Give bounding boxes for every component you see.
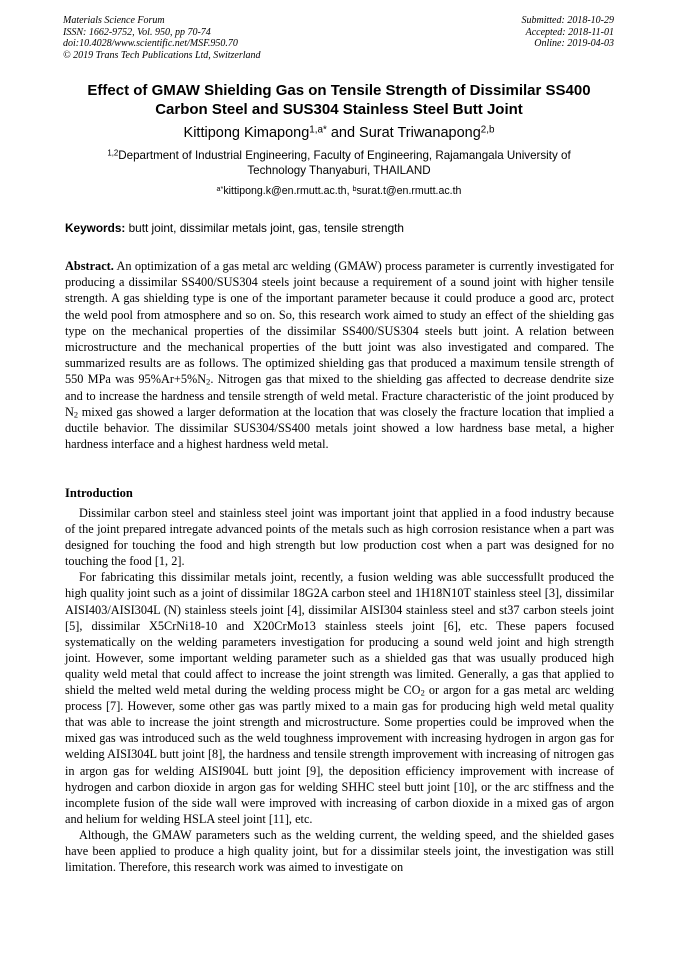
email-marker-b: b	[352, 183, 357, 193]
author-1-name: Kittipong Kimapong	[183, 125, 310, 141]
abstract-text-3: mixed gas showed a larger deformation at the location that was closely the fracture location that implied a ductile behavior. The dissimilar SUS304/SS400 metals joint showed a low hardness base metal, a higher hardness interface and a highest hardness weld metal.	[65, 404, 614, 452]
submission-dates	[522, 15, 615, 50]
paper-title	[40, 81, 638, 119]
abstract	[65, 258, 614, 452]
affiliation-line-1	[70, 149, 608, 164]
intro-subscript: 2	[420, 688, 425, 698]
submitted-date: Submitted: 2018-10-29	[521, 15, 614, 26]
keywords-label: Keywords:	[65, 221, 126, 235]
online-date: Online: 2019-04-03	[534, 38, 614, 49]
abstract-subscript-1: 2	[206, 377, 211, 387]
author-2-name: Surat Triwanapong	[359, 125, 481, 141]
title-line-2: Carbon Steel and SUS304 Stainless Steel Butt Joint	[155, 101, 523, 118]
intro-paragraph-2-part-1: For fabricating this dissimilar metals joint, recently, a fusion welding was able successfullt produced the high quality joint such as a joint of dissimilar 18G2A carbon steel and 1H18N10T stainless steel [3], dissimilar AISI403/AISI304L (N) stainless steels joint [4], dissimilar AISI304 stainless steel and st37 carbon steels joint [5], dissimilar X5CrNi18-10 and X20CrMo13 stainless steels joint [6], etc. These papers focused systematically on the welding parameters investigation for producing a sound weld joint and high strength joint. However, some important welding parameter such as a shielded gas that was usually produced high quality weld metal that could affect to increase the joint strength was limited. Generally, a gas that applied to shield the melted weld metal during the welding process might be CO	[65, 570, 614, 698]
abstract-subscript-2: 2	[73, 410, 79, 420]
keywords	[65, 221, 615, 235]
introduction-body	[65, 505, 614, 875]
author-1-affiliation-marker: 1,a*	[309, 124, 327, 136]
issn-line: ISSN: 1662-9752, Vol. 950, pp 70-74	[63, 26, 211, 38]
email-b: surat.t@en.rmutt.ac.th	[356, 185, 462, 197]
author-emails	[40, 185, 638, 198]
keywords-text: butt joint, dissimilar metals joint, gas, tensile strength	[125, 221, 404, 235]
journal-info	[63, 15, 261, 61]
affiliation	[70, 149, 608, 178]
intro-paragraph-3: Although, the GMAW parameters such as the welding current, the welding speed, and the shielded gases have been applied to produce a high quality joint, but for a dissimilar steels joint, the investigation was still limitation. Therefore, this research work was aimed to investigate on	[65, 827, 614, 875]
accepted-date: Accepted: 2018-11-01	[525, 26, 614, 38]
author-2-affiliation-marker: 2,b	[480, 124, 495, 136]
author-list	[40, 124, 638, 142]
copyright-line: © 2019 Trans Tech Publications Ltd, Switzerland	[63, 49, 261, 61]
email-separator: ,	[346, 185, 353, 197]
affiliation-marker: 1,2	[107, 148, 119, 158]
intro-paragraph-2-part-2: or argon for a gas metal arc welding process [7]. However, some other gas was partly mixed to a main gas for producing high weld metal quality that was able to increase the joint strength and microstructure. Some properties could be improved when the mixed gas was introduced such as the weld toughness improvement with increasing hydrogen in argon gas for welding AISI304L butt joint [8], the hardness and tensile strength improvement with increasing of nitrogen gas in argon gas for welding AISI904L butt joint [9], the deposition efficiency improvement with increase of hydrogen and carbon dioxide in argon gas for welding SHHC steel butt joint [10], or the arc stiffness and the incomplete fusion of the side wall were improved with increasing of carbon dioxide in a mixed gas of argon and helium for welding HSLA steel joint [11], etc.	[65, 683, 614, 826]
abstract-text-2: . Nitrogen gas that mixed to the shielding gas affected to decrease dendrite size and to increase the hardness and tensile strength of weld metal. Fracture characteristic of the joint produced by N	[65, 372, 614, 419]
journal-name: Materials Science Forum	[63, 15, 165, 26]
affiliation-text-1: Department of Industrial Engineering, Faculty of Engineering, Rajamangala University of	[118, 149, 571, 162]
abstract-text-1: An optimization of a gas metal arc welding (GMAW) process parameter is currently investigated for producing a dissimilar SS400/SUS304 steels joint because a requirement of a sound joint with higher tensile strength. A gas shielding type is one of the important parameter because it could produce a good arc, protect the weld pool from atmosphere and so on. So, this research work aimed to study an effect of the shielding gas type on the mechanical properties of the dissimilar SS400/SUS304 steels butt joint. A relation between microstructure and the mechanical properties of the butt joint was also investigated and compared. The summarized results are as follows. The optimized shielding gas that produced a maximum tensile strength of 550 MPa was 95%Ar+5%N	[65, 259, 614, 387]
abstract-label: Abstract.	[65, 259, 114, 273]
affiliation-line-2: Technology Thanyaburi, THAILAND	[247, 163, 431, 177]
author-connector: and	[326, 125, 360, 141]
email-marker-a: a*	[216, 183, 224, 193]
intro-paragraph-1: Dissimilar carbon steel and stainless steel joint was important joint that applied in a food industry because of the joint prepared intregate advanced points of the metals such as high corrosion resistance when a part was designed for touching the food and high strength but low production cost when a part was designed for no touching the food [1, 2].	[65, 506, 614, 569]
title-line-1: Effect of GMAW Shielding Gas on Tensile Strength of Dissimilar SS400	[87, 82, 591, 99]
introduction-heading: Introduction	[65, 486, 133, 500]
doi-line: doi:10.4028/www.scientific.net/MSF.950.70	[63, 38, 238, 49]
intro-paragraph-2	[65, 569, 614, 827]
email-a: kittipong.k@en.rmutt.ac.th	[223, 185, 347, 197]
